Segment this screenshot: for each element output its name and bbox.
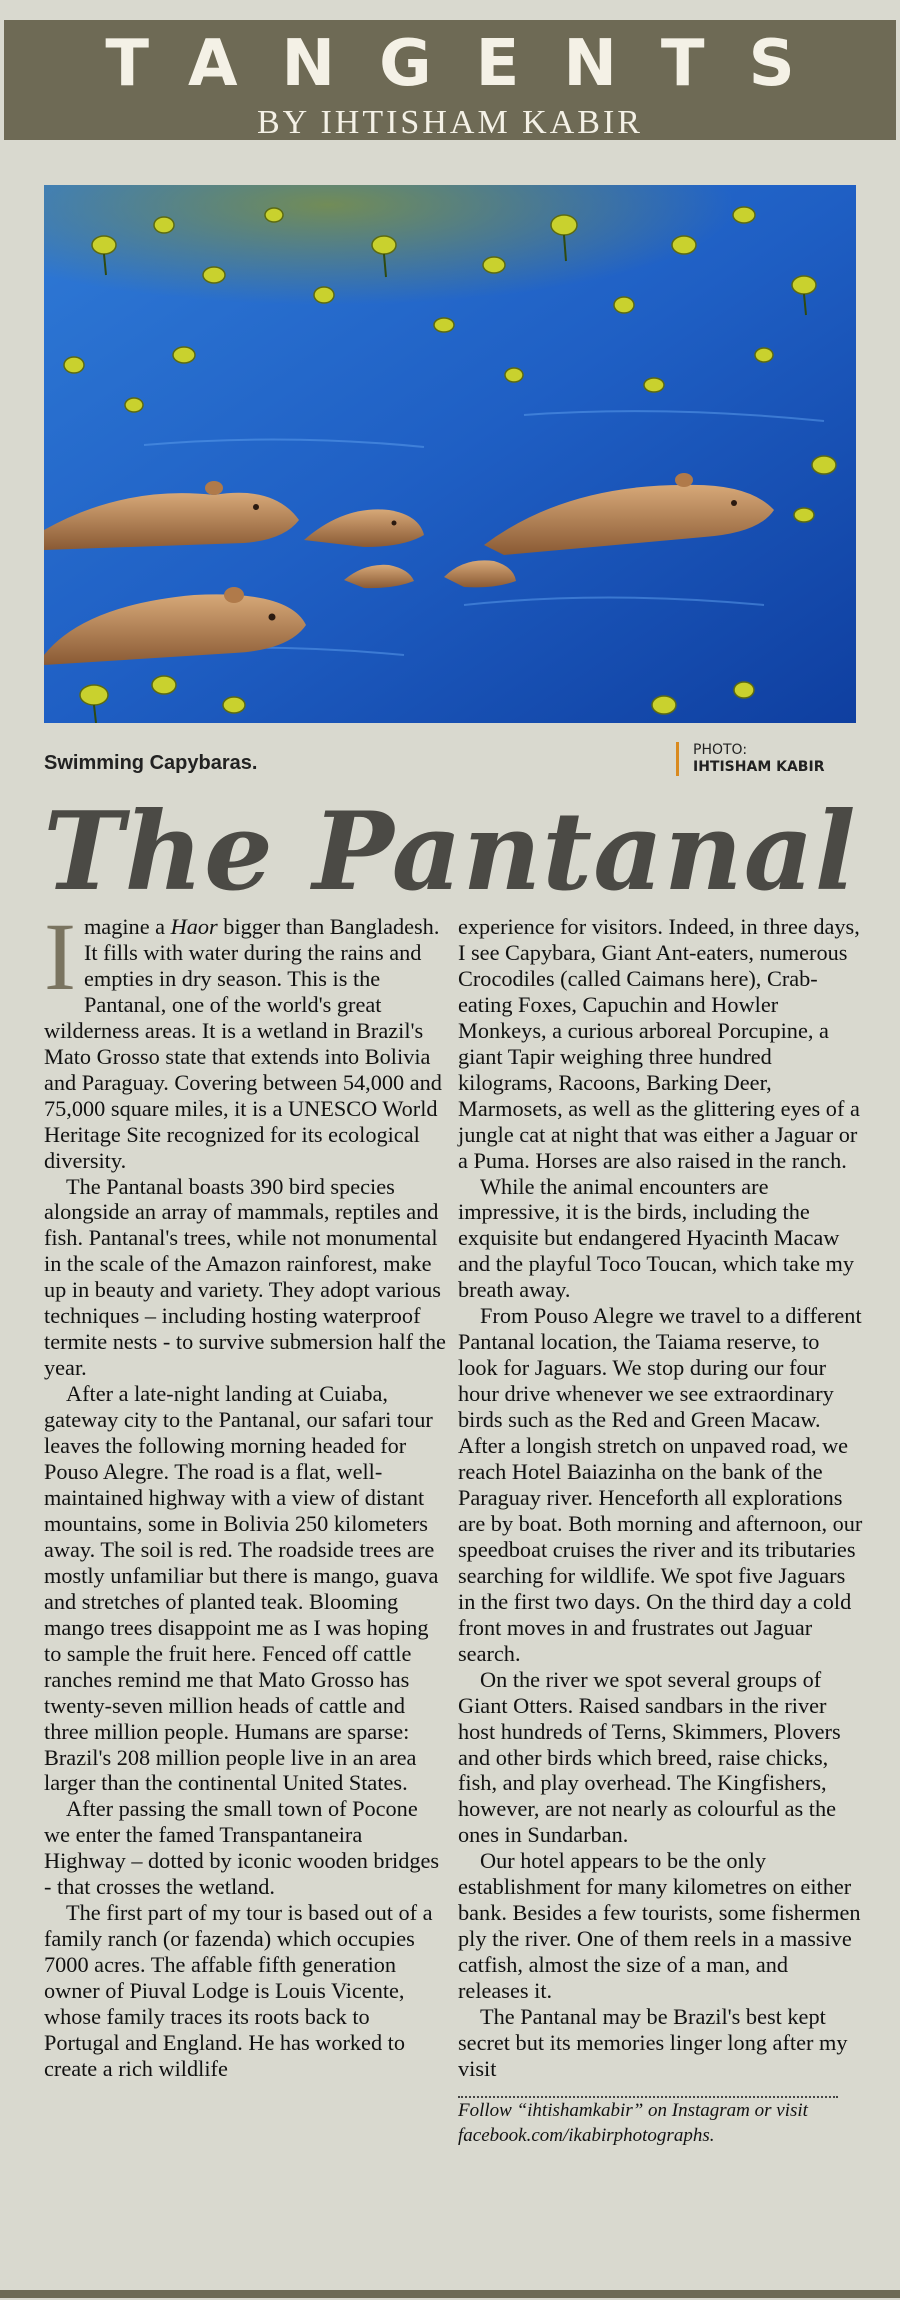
column-byline: BY IHTISHAM KABIR [257, 104, 643, 141]
photo-credit-label: PHOTO: [693, 742, 748, 758]
photo-credit [676, 742, 824, 776]
photo-caption: Swimming Capybaras. [44, 752, 258, 774]
social-footnote: Follow “ihtishamkabir” on Instagram or visit facebook.com/ikabirphotographs. [458, 2099, 808, 2146]
article-paragraph: The Pantanal may be Brazil's best kept secret but its memories linger long after my visit [458, 2004, 848, 2081]
masthead [4, 20, 896, 140]
article-paragraph: The Pantanal boasts 390 bird species alongside an array of mammals, reptiles and fish. Pantanal's trees, while not monumental in the scale of the Amazon rainforest, make up in beauty and variety. They adopt various techniques – including hosting waterproof termite nests - to survive submersion half the year. [44, 1173, 446, 1381]
article-paragraph: The first part of my tour is based out of a family ranch (or fazenda) which occupies 7000 acres. The affable fifth generation owner of Piuval Lodge is Louis Vicente, whose family traces its roots back to Portugal and England. He has worked to create a rich wildlife [44, 1900, 433, 2081]
capybara-photo [44, 185, 856, 723]
photo-credit-name: IHTISHAM KABIR [693, 758, 825, 775]
capybara-illustration [44, 185, 856, 723]
bottom-rule [0, 2290, 900, 2298]
article-paragraph: On the river we spot several groups of Giant Otters. Raised sandbars in the river host hundreds of Terns, Skimmers, Plovers and other birds which breed, raise chicks, fish, and play overhead. The Kingfishers, however, are not nearly as colourful as the ones in Sundarban. [458, 1666, 841, 1848]
article-paragraph: Our hotel appears to be the only establishment for many kilometres on either bank. Besides a few tourists, some fishermen ply the river. One of them reels in a massive catfish, almost the size of a man, and releases it. [458, 1848, 861, 2004]
column-title: TANGENTS [105, 27, 839, 101]
article-paragraph: From Pouso Alegre we travel to a different Pantanal location, the Taiama reserve, to look for Jaguars. We stop during our four hour drive whenever we see extraordinary birds such as the Red and Green Macaw. After a longish stretch on unpaved road, we reach Hotel Baiazinha on the bank of the Paraguay river. Henceforth all explorations are by boat. Both morning and afternoon, our speedboat cruises the river and its tributaries searching for wildlife. We spot five Jaguars in the first two days. On the third day a cold front moves in and frustrates out Jaguar search. [458, 1303, 863, 1666]
paragraph-text: magine a Haor bigger than Bangladesh. It fills with water during the rains and empties in dry season. This is the Pantanal, one of the world's great wilderness areas. It is a wetland in Brazil's Mato Grosso state that extends into Bolivia and Paraguay. Covering between 54,000 and 75,000 square miles, it is a UNESCO World Heritage Site recognized for its ecological diversity. [44, 914, 442, 1173]
article-column-right [458, 914, 863, 2148]
article-paragraph: experience for visitors. Indeed, in three days, I see Capybara, Giant Ant-eaters, numerous Crocodiles (called Caimans here), Crab-eating Foxes, Capuchin and Howler Monkeys, a curious arboreal Porcupine, a giant Tapir weighing three hundred kilograms, Racoons, Barking Deer, Marmosets, as well as the glittering eyes of a jungle cat at night that was either a Jaguar or a Puma. Horses are also raised in the ranch. [458, 914, 860, 1173]
article-paragraph [44, 903, 449, 1174]
article-paragraph: After passing the small town of Pocone we enter the famed Transpantaneira Highway – dotted by iconic wooden bridges - that crosses the wetland. [44, 1796, 440, 1900]
article-column-left [44, 903, 449, 2082]
drop-cap: I [44, 903, 76, 1010]
article-headline: The Pantanal [43, 789, 857, 915]
article-paragraph: While the animal encounters are impressive, it is the birds, including the exquisite but endangered Hyacinth Macaw and the playful Toco Toucan, which take my breath away. [458, 1173, 855, 1303]
article-paragraph: After a late-night landing at Cuiaba, gateway city to the Pantanal, our safari tour leaves the following morning headed for Pouso Alegre. The road is a flat, well-maintained highway with a view of distant mountains, some in Bolivia 250 kilometers away. The soil is red. The roadside trees are mostly unfamiliar but there is mango, guava and stretches of planted teak. Blooming mango trees disappoint me as I was hoping to sample the fruit here. Fenced off cattle ranches remind me that Mato Grosso has twenty-seven million heads of cattle and three million people. Humans are sparse: Brazil's 208 million people live in an area larger than the continental United States. [44, 1381, 439, 1796]
